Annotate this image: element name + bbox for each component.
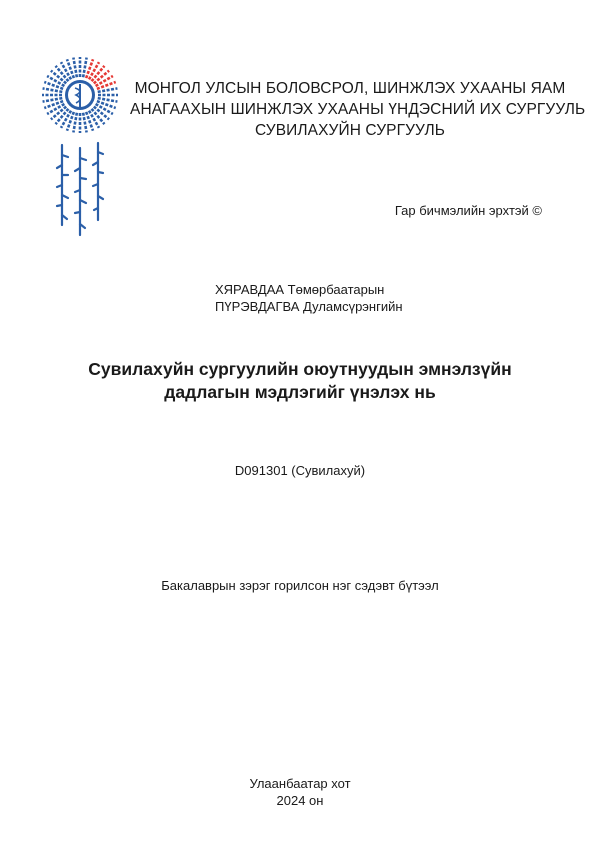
emblem-ray [98, 98, 118, 101]
emblem-ray [73, 113, 76, 133]
emblem-ray [43, 98, 63, 101]
mongolian-script-logo [50, 140, 110, 240]
emblem-ray [83, 113, 86, 133]
copyright-note: Гар бичмэлийн эрхтэй © [394, 203, 542, 218]
emblem-ray [83, 58, 86, 78]
author-name: ПҮРЭВДАГВА Дуламсүрэнгийн [215, 299, 403, 314]
ministry-name: МОНГОЛ УЛСЫН БОЛОВСРОЛ, ШИНЖЛЭХ УХААНЫ ЯАМ [134, 80, 566, 97]
institution-header [130, 78, 586, 141]
thesis-title-line: дадлагын мэдлэгийг үнэлэх нь [164, 382, 436, 402]
school-name: СУВИЛАХУЙН СУРГУУЛЬ [254, 122, 446, 139]
place-and-year [0, 775, 600, 809]
authors-block [215, 281, 403, 315]
year: 2024 он [276, 793, 324, 808]
emblem-ray [43, 88, 63, 91]
university-emblem-icon [40, 55, 120, 135]
thesis-title-line: Сувилахуйн сургуулийн оюутнуудын эмнэлзүйн [88, 359, 512, 379]
university-name: АНАГААХЫН ШИНЖЛЭХ УХААНЫ ҮНДЭСНИЙ ИХ СУРГУУЛЬ [130, 101, 586, 118]
program-code: D091301 (Сувилахуй) [234, 463, 366, 478]
emblem-ray [98, 88, 118, 91]
author-name: ХЯРАВДАА Төмөрбаатарын [215, 282, 385, 297]
emblem-ray [73, 58, 76, 78]
degree-statement: Бакалаврын зэрэг горилсон нэг сэдэвт бүтээл [161, 578, 439, 593]
thesis-title [60, 358, 540, 404]
city: Улаанбаатар хот [249, 776, 351, 791]
